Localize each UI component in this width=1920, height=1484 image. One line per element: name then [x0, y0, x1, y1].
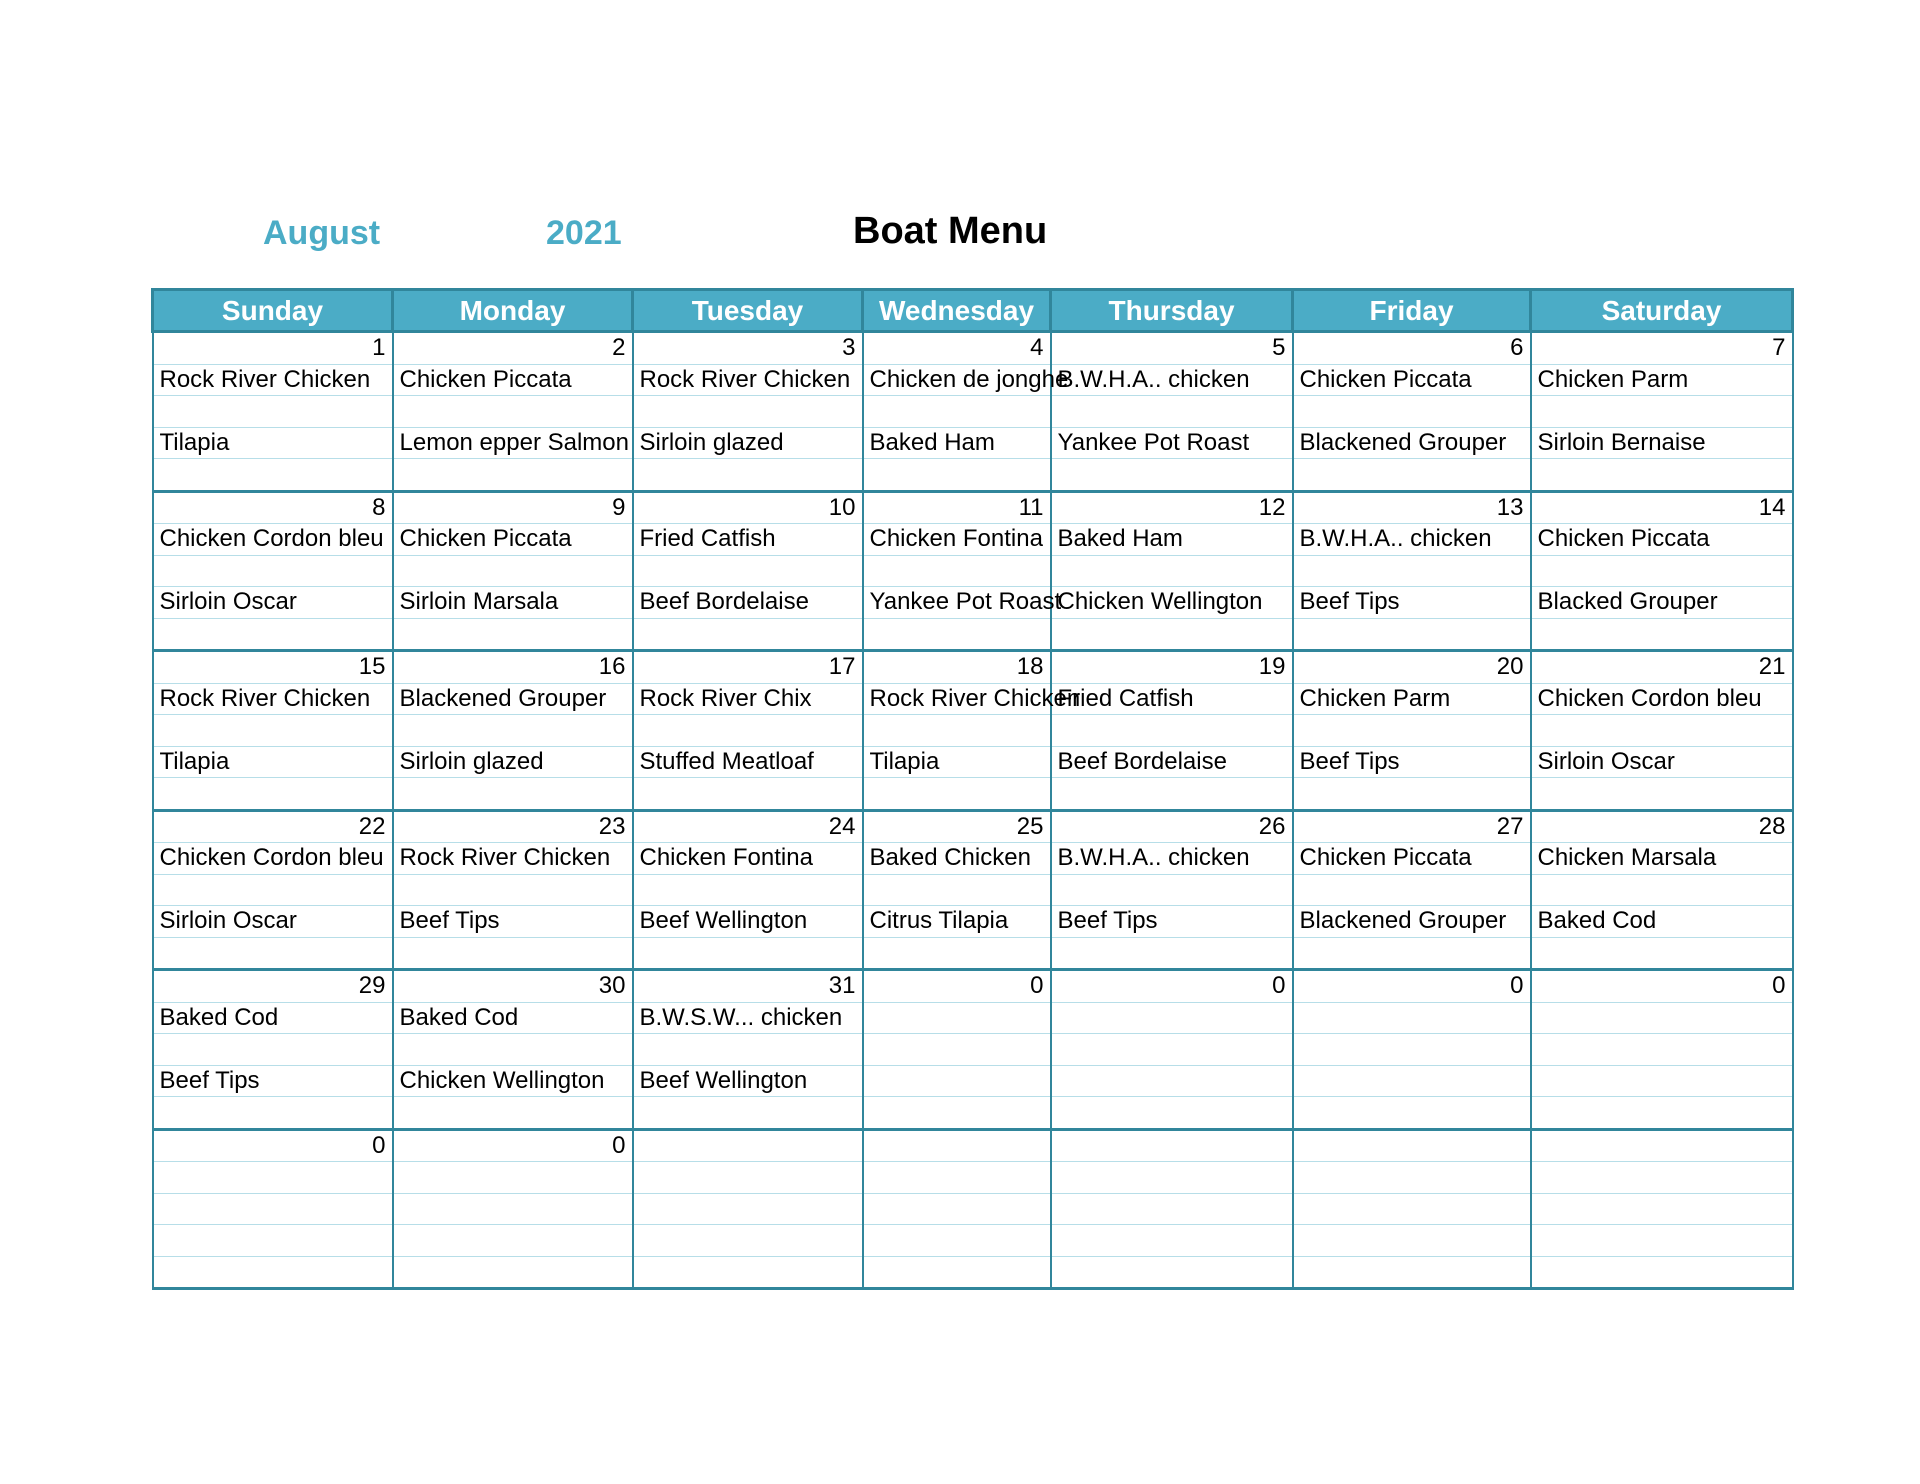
menu-item: Yankee Pot Roast — [863, 587, 1051, 619]
menu-item — [1293, 555, 1531, 587]
weekday-tuesday: Tuesday — [633, 290, 863, 332]
menu-row — [153, 1065, 1793, 1097]
day-number: 19 — [1051, 651, 1293, 684]
menu-row — [153, 1225, 1793, 1257]
week-number-row — [153, 810, 1793, 843]
menu-item: Beef Tips — [1293, 587, 1531, 619]
menu-item — [393, 778, 633, 811]
day-number: 0 — [1293, 970, 1531, 1003]
menu-item — [1531, 874, 1793, 906]
menu-item — [863, 1162, 1051, 1194]
menu-item — [1051, 937, 1293, 970]
menu-item — [1293, 715, 1531, 747]
week-number-row — [153, 491, 1793, 524]
menu-row — [153, 587, 1793, 619]
menu-item — [1051, 1097, 1293, 1130]
menu-item — [393, 937, 633, 970]
week-number-row — [153, 332, 1793, 365]
menu-item — [1531, 618, 1793, 651]
menu-item — [863, 1256, 1051, 1289]
menu-row — [153, 427, 1793, 459]
menu-item: Beef Tips — [393, 906, 633, 938]
menu-item: Chicken Fontina — [863, 524, 1051, 556]
menu-item: Beef Tips — [153, 1065, 393, 1097]
day-number: 18 — [863, 651, 1051, 684]
menu-item — [393, 618, 633, 651]
menu-item — [863, 1225, 1051, 1257]
day-number: 24 — [633, 810, 863, 843]
menu-item: Baked Cod — [393, 1002, 633, 1034]
day-number — [1293, 1129, 1531, 1162]
menu-item: Baked Ham — [863, 427, 1051, 459]
day-number: 9 — [393, 491, 633, 524]
menu-item: Fried Catfish — [1051, 683, 1293, 715]
menu-item — [1531, 1002, 1793, 1034]
menu-item — [633, 937, 863, 970]
menu-item: Chicken Parm — [1531, 364, 1793, 396]
menu-item — [1293, 937, 1531, 970]
menu-item — [1051, 1162, 1293, 1194]
menu-item — [1293, 1097, 1531, 1130]
menu-row — [153, 1256, 1793, 1289]
menu-row — [153, 1193, 1793, 1225]
menu-item: Fried Catfish — [633, 524, 863, 556]
menu-item: Sirloin glazed — [393, 746, 633, 778]
menu-row — [153, 843, 1793, 875]
menu-item — [633, 778, 863, 811]
page-title: Boat Menu — [853, 210, 1048, 252]
menu-item — [393, 1225, 633, 1257]
menu-item — [393, 396, 633, 428]
day-number: 14 — [1531, 491, 1793, 524]
menu-item — [1293, 1002, 1531, 1034]
menu-item — [1051, 1002, 1293, 1034]
menu-item — [633, 715, 863, 747]
menu-item — [633, 874, 863, 906]
menu-row — [153, 524, 1793, 556]
day-number: 0 — [1051, 970, 1293, 1003]
menu-item — [1051, 1034, 1293, 1066]
menu-item: Sirloin Oscar — [1531, 746, 1793, 778]
day-number — [633, 1129, 863, 1162]
day-number: 21 — [1531, 651, 1793, 684]
menu-item: Chicken Cordon bleu — [1531, 683, 1793, 715]
month-label: August — [263, 214, 381, 252]
day-number: 11 — [863, 491, 1051, 524]
menu-item — [393, 1162, 633, 1194]
menu-item — [393, 1256, 633, 1289]
menu-item — [1531, 715, 1793, 747]
menu-item — [153, 778, 393, 811]
menu-row — [153, 1097, 1793, 1130]
weekday-header-row — [153, 290, 1793, 332]
menu-item: Beef Bordelaise — [633, 587, 863, 619]
menu-item: Baked Cod — [1531, 906, 1793, 938]
menu-item: Yankee Pot Roast — [1051, 427, 1293, 459]
menu-item: B.W.S.W... chicken — [633, 1002, 863, 1034]
menu-item — [393, 1193, 633, 1225]
day-number: 8 — [153, 491, 393, 524]
menu-item: Chicken Fontina — [633, 843, 863, 875]
week-number-row — [153, 651, 1793, 684]
menu-item: Baked Chicken — [863, 843, 1051, 875]
day-number: 4 — [863, 332, 1051, 365]
menu-item — [393, 459, 633, 492]
menu-row — [153, 618, 1793, 651]
menu-item — [1051, 1225, 1293, 1257]
calendar-table — [151, 288, 1794, 1290]
menu-item — [633, 1193, 863, 1225]
day-number: 15 — [153, 651, 393, 684]
menu-item: Chicken Piccata — [1293, 843, 1531, 875]
menu-item: Sirloin Marsala — [393, 587, 633, 619]
menu-item — [1293, 1225, 1531, 1257]
menu-item — [863, 459, 1051, 492]
day-number: 7 — [1531, 332, 1793, 365]
menu-item — [1531, 396, 1793, 428]
menu-row — [153, 937, 1793, 970]
menu-item: Chicken Piccata — [1293, 364, 1531, 396]
day-number: 0 — [393, 1129, 633, 1162]
menu-item: Lemon epper Salmon — [393, 427, 633, 459]
year-label: 2021 — [546, 214, 622, 252]
menu-item — [1293, 618, 1531, 651]
day-number: 6 — [1293, 332, 1531, 365]
week-number-row — [153, 970, 1793, 1003]
week-number-row — [153, 1129, 1793, 1162]
menu-item — [1293, 1162, 1531, 1194]
menu-item — [863, 1193, 1051, 1225]
menu-item — [1051, 874, 1293, 906]
day-number: 3 — [633, 332, 863, 365]
menu-item: Blackened Grouper — [1293, 427, 1531, 459]
menu-item — [1051, 1193, 1293, 1225]
menu-item — [1051, 396, 1293, 428]
menu-item — [863, 1065, 1051, 1097]
day-number: 12 — [1051, 491, 1293, 524]
menu-item: Chicken Cordon bleu — [153, 524, 393, 556]
day-number: 10 — [633, 491, 863, 524]
menu-item: Chicken Parm — [1293, 683, 1531, 715]
menu-item — [1051, 459, 1293, 492]
menu-item — [863, 1097, 1051, 1130]
menu-item: Rock River Chicken — [153, 683, 393, 715]
weekday-wednesday: Wednesday — [863, 290, 1051, 332]
menu-item: Chicken Wellington — [1051, 587, 1293, 619]
menu-item: Chicken Cordon bleu — [153, 843, 393, 875]
day-number — [863, 1129, 1051, 1162]
menu-item: Rock River Chicken — [393, 843, 633, 875]
menu-item: Baked Ham — [1051, 524, 1293, 556]
menu-row — [153, 459, 1793, 492]
menu-item — [1531, 937, 1793, 970]
menu-item: Blackened Grouper — [1293, 906, 1531, 938]
menu-item — [153, 555, 393, 587]
menu-row — [153, 396, 1793, 428]
menu-item — [633, 1162, 863, 1194]
menu-item: Beef Tips — [1051, 906, 1293, 938]
day-number: 0 — [1531, 970, 1793, 1003]
menu-item — [153, 396, 393, 428]
menu-item — [1531, 1065, 1793, 1097]
menu-item — [1293, 1034, 1531, 1066]
menu-item: Tilapia — [153, 427, 393, 459]
menu-item: Citrus Tilapia — [863, 906, 1051, 938]
menu-item — [393, 555, 633, 587]
day-number: 17 — [633, 651, 863, 684]
menu-row — [153, 874, 1793, 906]
day-number — [1531, 1129, 1793, 1162]
day-number: 30 — [393, 970, 633, 1003]
weekday-sunday: Sunday — [153, 290, 393, 332]
day-number: 16 — [393, 651, 633, 684]
day-number: 31 — [633, 970, 863, 1003]
menu-item — [1051, 618, 1293, 651]
menu-row — [153, 683, 1793, 715]
day-number: 22 — [153, 810, 393, 843]
menu-item: Chicken Piccata — [393, 524, 633, 556]
menu-item: B.W.H.A.. chicken — [1051, 364, 1293, 396]
menu-item — [153, 1034, 393, 1066]
menu-item — [393, 715, 633, 747]
menu-item: Baked Cod — [153, 1002, 393, 1034]
day-number: 20 — [1293, 651, 1531, 684]
day-number — [1051, 1129, 1293, 1162]
menu-item — [1531, 1225, 1793, 1257]
menu-item — [153, 1162, 393, 1194]
menu-item — [1293, 396, 1531, 428]
menu-item: Beef Wellington — [633, 1065, 863, 1097]
menu-item — [1531, 778, 1793, 811]
menu-item: Beef Wellington — [633, 906, 863, 938]
menu-item: Sirloin Oscar — [153, 906, 393, 938]
calendar-body — [153, 332, 1793, 1289]
menu-item: Beef Tips — [1293, 746, 1531, 778]
menu-item: Sirloin Bernaise — [1531, 427, 1793, 459]
menu-row — [153, 1034, 1793, 1066]
menu-item: Chicken de jonghe — [863, 364, 1051, 396]
menu-item — [1051, 555, 1293, 587]
menu-item — [1531, 1162, 1793, 1194]
menu-item — [863, 937, 1051, 970]
menu-row — [153, 746, 1793, 778]
menu-item — [393, 1097, 633, 1130]
menu-item — [153, 1097, 393, 1130]
menu-row — [153, 778, 1793, 811]
day-number: 1 — [153, 332, 393, 365]
menu-item — [1293, 459, 1531, 492]
menu-item — [1293, 874, 1531, 906]
menu-row — [153, 555, 1793, 587]
menu-item — [863, 1002, 1051, 1034]
menu-item: Stuffed Meatloaf — [633, 746, 863, 778]
menu-row — [153, 715, 1793, 747]
menu-item — [1293, 1193, 1531, 1225]
menu-item: Tilapia — [153, 746, 393, 778]
day-number: 25 — [863, 810, 1051, 843]
menu-item — [863, 1034, 1051, 1066]
menu-item: Rock River Chix — [633, 683, 863, 715]
menu-item — [153, 459, 393, 492]
menu-item: Beef Bordelaise — [1051, 746, 1293, 778]
menu-item — [1531, 459, 1793, 492]
menu-item — [863, 778, 1051, 811]
menu-item: Sirloin Oscar — [153, 587, 393, 619]
menu-item — [633, 1225, 863, 1257]
menu-item — [393, 1034, 633, 1066]
menu-item — [1531, 1097, 1793, 1130]
day-number: 23 — [393, 810, 633, 843]
menu-item: Sirloin glazed — [633, 427, 863, 459]
menu-item — [863, 396, 1051, 428]
menu-item: Rock River Chicken — [633, 364, 863, 396]
weekday-thursday: Thursday — [1051, 290, 1293, 332]
weekday-friday: Friday — [1293, 290, 1531, 332]
menu-item: Tilapia — [863, 746, 1051, 778]
menu-item — [153, 937, 393, 970]
day-number: 13 — [1293, 491, 1531, 524]
menu-item — [1293, 778, 1531, 811]
menu-row — [153, 364, 1793, 396]
menu-item: Chicken Piccata — [1531, 524, 1793, 556]
menu-item — [633, 459, 863, 492]
weekday-saturday: Saturday — [1531, 290, 1793, 332]
menu-item — [1531, 1256, 1793, 1289]
menu-item — [633, 618, 863, 651]
menu-item — [1051, 715, 1293, 747]
menu-item — [633, 396, 863, 428]
menu-item: Blacked Grouper — [1531, 587, 1793, 619]
day-number: 0 — [863, 970, 1051, 1003]
menu-item — [633, 1256, 863, 1289]
menu-item — [1051, 1256, 1293, 1289]
menu-item — [153, 1193, 393, 1225]
menu-item — [633, 1097, 863, 1130]
day-number: 0 — [153, 1129, 393, 1162]
menu-row — [153, 1002, 1793, 1034]
menu-item: B.W.H.A.. chicken — [1051, 843, 1293, 875]
menu-item — [153, 1225, 393, 1257]
menu-item: B.W.H.A.. chicken — [1293, 524, 1531, 556]
menu-item — [1531, 1034, 1793, 1066]
menu-item — [393, 874, 633, 906]
menu-item: Chicken Piccata — [393, 364, 633, 396]
menu-item — [153, 874, 393, 906]
day-number: 26 — [1051, 810, 1293, 843]
menu-item: Chicken Wellington — [393, 1065, 633, 1097]
day-number: 5 — [1051, 332, 1293, 365]
menu-item: Chicken Marsala — [1531, 843, 1793, 875]
menu-item — [1531, 555, 1793, 587]
menu-row — [153, 1162, 1793, 1194]
menu-item — [633, 555, 863, 587]
menu-row — [153, 906, 1793, 938]
menu-item — [863, 715, 1051, 747]
menu-item: Rock River Chicken — [153, 364, 393, 396]
day-number: 28 — [1531, 810, 1793, 843]
day-number: 2 — [393, 332, 633, 365]
menu-item — [153, 715, 393, 747]
menu-item — [1051, 778, 1293, 811]
menu-item — [863, 618, 1051, 651]
menu-item — [863, 874, 1051, 906]
menu-item — [1051, 1065, 1293, 1097]
menu-item: Blackened Grouper — [393, 683, 633, 715]
menu-item — [633, 1034, 863, 1066]
menu-item — [153, 618, 393, 651]
menu-item — [1293, 1065, 1531, 1097]
weekday-monday: Monday — [393, 290, 633, 332]
day-number: 29 — [153, 970, 393, 1003]
menu-item — [1293, 1256, 1531, 1289]
menu-item: Rock River Chicken — [863, 683, 1051, 715]
day-number: 27 — [1293, 810, 1531, 843]
menu-item — [1531, 1193, 1793, 1225]
menu-item — [863, 555, 1051, 587]
menu-item — [153, 1256, 393, 1289]
